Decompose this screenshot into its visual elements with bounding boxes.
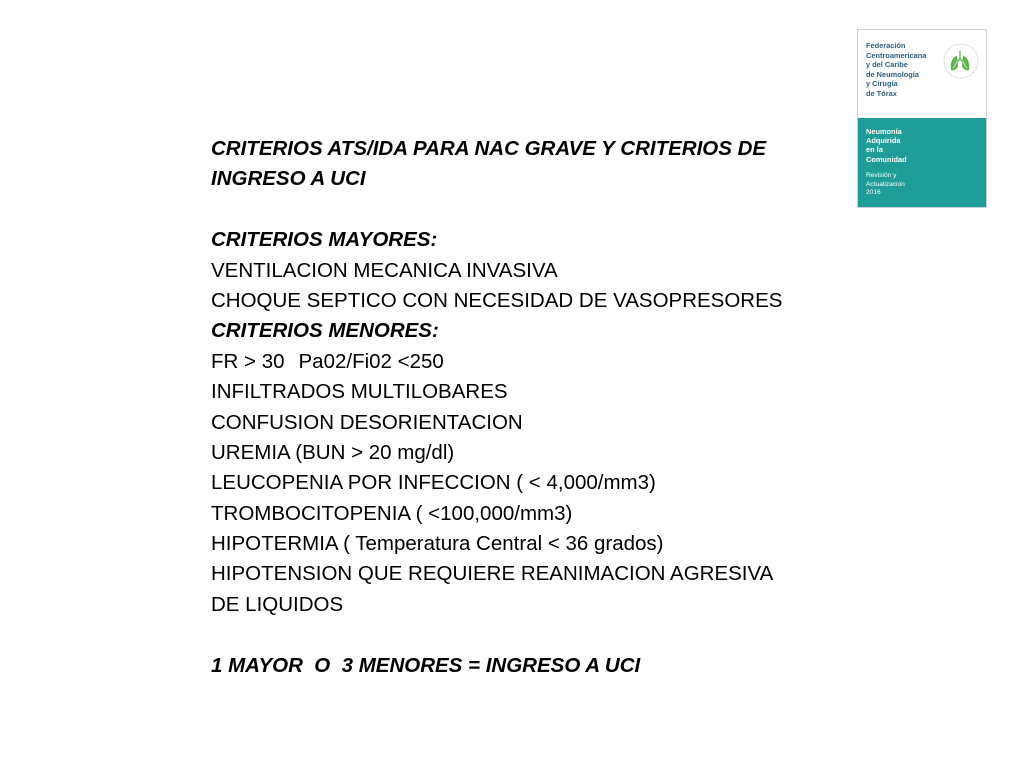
cover-org-line: Centroamericana [866,50,927,60]
minor-criteria-pafi: Pa02/Fi02 <250 [298,349,444,373]
minor-criteria-item: HIPOTENSION QUE REQUIERE REANIMACION AGRESIVA [211,562,774,586]
spacer [211,620,811,650]
cover-title-line: Comunidad [866,154,907,164]
cover-org-line: y del Caribe [866,60,908,70]
cover-header [858,30,986,118]
minor-criteria-fr: FR > 30 [211,349,285,373]
minor-criteria-item: LEUCOPENIA POR INFECCION ( < 4,000/mm3) [211,471,656,495]
cover-org-line: y Cirugía [866,79,898,89]
cover-subtitle-line: 2016 [866,189,881,197]
cover-title-line: Neumonía [866,127,902,136]
minor-criteria-item-fr [211,347,811,377]
slide-title-line-1: CRITERIOS ATS/IDA PARA NAC GRAVE Y CRITERIOS DE [211,137,767,160]
cover-org-line: de Tórax [866,88,897,98]
cover-subtitle-line: Actualización [866,180,905,188]
cover-title-line: Adquirida [866,136,901,146]
cover-org-line: Federación [866,41,906,50]
major-criteria-item: CHOQUE SEPTICO CON NECESIDAD DE VASOPRESORES [211,288,783,312]
slide-title-line-2: INGRESO A UCI [211,167,366,191]
minor-criteria-item: INFILTRADOS MULTILOBARES [211,380,508,404]
lungs-logo-icon [942,42,980,80]
cover-subtitle-line: Revisión y [866,172,897,179]
minor-criteria-heading: CRITERIOS MENORES: [211,319,439,343]
minor-criteria-item: CONFUSION DESORIENTACION [211,410,523,434]
major-criteria-heading: CRITERIOS MAYORES: [211,228,438,252]
spacer [211,195,811,225]
cover-band [858,118,986,207]
cover-thumbnail [857,29,987,208]
conclusion: 1 MAYOR O 3 MENORES = INGRESO A UCI [211,653,641,677]
cover-organization [866,41,938,99]
cover-title-line: en la [866,145,883,155]
minor-criteria-item: UREMIA (BUN > 20 mg/dl) [211,440,455,464]
cover-org-line: de Neumología [866,69,919,79]
cover-title [866,127,976,164]
cover-subtitle [866,172,976,198]
minor-criteria-item: TROMBOCITOPENIA ( <100,000/mm3) [211,501,573,525]
slide-content [211,134,811,681]
major-criteria-item: VENTILACION MECANICA INVASIVA [211,258,558,282]
minor-criteria-item: HIPOTERMIA ( Temperatura Central < 36 grados) [211,532,664,556]
minor-criteria-item: DE LIQUIDOS [211,592,344,616]
